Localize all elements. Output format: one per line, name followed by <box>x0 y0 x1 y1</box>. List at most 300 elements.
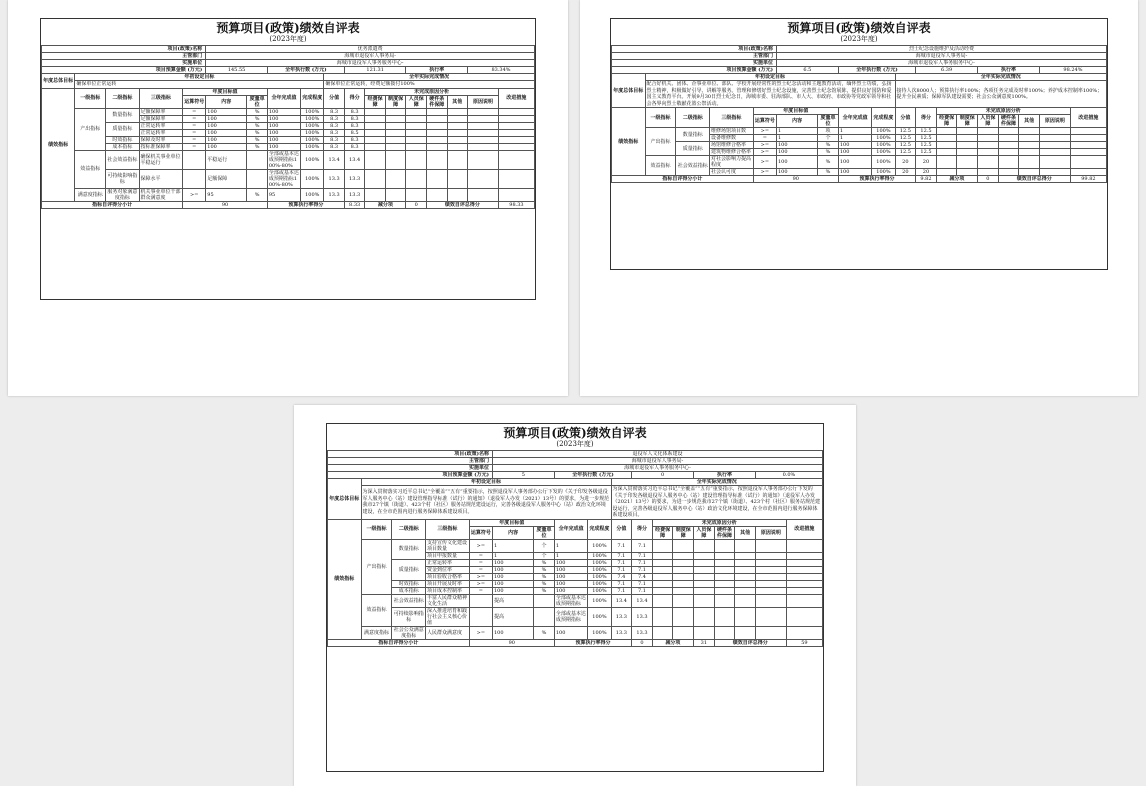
cell: 全年实际完成情况 <box>895 74 1106 81</box>
cell <box>735 573 756 580</box>
cell: % <box>247 129 268 136</box>
cell <box>406 122 427 129</box>
cell <box>406 115 427 122</box>
cell <box>385 108 406 115</box>
cell: 100% <box>588 573 611 580</box>
cell <box>385 143 406 150</box>
cell: 质量指标 <box>106 122 139 136</box>
cell: 6.5 <box>776 67 838 74</box>
cell: 分值 <box>324 88 345 108</box>
cell <box>1019 142 1040 149</box>
cell: >= <box>469 539 492 552</box>
cell: % <box>534 566 555 573</box>
cell: = <box>183 122 206 129</box>
cell: 100 <box>267 136 300 143</box>
cell <box>694 594 715 607</box>
cell <box>735 626 756 639</box>
cell: 产出指标 <box>75 108 106 150</box>
cell: 1 <box>838 128 872 135</box>
evaluation-table <box>327 450 823 647</box>
cell <box>978 135 999 142</box>
cell: 12.5 <box>895 135 916 142</box>
cell <box>247 150 268 169</box>
cell <box>673 573 694 580</box>
cell <box>936 135 957 142</box>
cell: 指标自评得分小计 <box>612 176 754 183</box>
cell: 20 <box>916 169 937 176</box>
cell: = <box>183 143 206 150</box>
cell: 100% <box>588 626 611 639</box>
cell: % <box>534 626 555 639</box>
cell: 社会效益指标 <box>676 156 710 176</box>
cell: 丰富人民群众精神文化生活 <box>425 594 469 607</box>
table-row <box>328 607 823 626</box>
cell: 100% <box>872 142 895 149</box>
table-row <box>612 156 1107 169</box>
cell: 可持续影响指标 <box>392 607 426 626</box>
cell: 数量指标 <box>392 539 426 559</box>
cell: 内容 <box>206 95 247 108</box>
cell <box>755 566 786 573</box>
cell: 改进措施 <box>498 88 534 108</box>
cell: 海城市退役军人事务服务中心- <box>776 60 1106 67</box>
cell: 全部或基本达成预期指标100%-80% <box>268 150 299 169</box>
cell: = <box>183 129 206 136</box>
cell: 7.1 <box>611 559 632 566</box>
cell <box>406 136 427 143</box>
cell: 产出指标 <box>361 539 392 594</box>
cell: 100 <box>267 122 300 129</box>
cell <box>786 580 822 587</box>
cell: 8.33 <box>344 201 365 208</box>
table-row <box>328 626 823 639</box>
cell: 6.39 <box>916 67 978 74</box>
cell: % <box>534 580 555 587</box>
cell <box>694 587 715 594</box>
cell: 社会效益指标 <box>392 594 426 607</box>
cell <box>998 149 1019 156</box>
cell: 年初设定目标 <box>645 74 895 81</box>
cell: 改进措施 <box>1070 108 1106 128</box>
cell: 维修场馆项目数 <box>709 128 753 135</box>
cell: 5 <box>492 472 554 479</box>
table-row <box>328 539 823 552</box>
cell: 效益指标 <box>75 150 106 188</box>
cell <box>786 573 822 580</box>
cell: 硬件条件保障 <box>714 526 735 539</box>
cell: 100% <box>588 552 611 559</box>
cell: 原因说明 <box>468 95 499 108</box>
cell: 全年执行数 (万元) <box>554 472 631 479</box>
table-row <box>612 128 1107 135</box>
table-row <box>42 169 535 188</box>
cell <box>673 626 694 639</box>
cell: 项目(政策)名称 <box>612 46 777 53</box>
cell <box>385 129 406 136</box>
cell <box>998 156 1019 169</box>
document-page-1 <box>8 0 568 396</box>
cell: 0 <box>978 176 999 183</box>
cell: 得分 <box>632 519 653 539</box>
cell: 59 <box>786 639 822 646</box>
cell: 8.3 <box>324 129 345 136</box>
form-year: (2023年度) <box>840 35 878 43</box>
cell <box>426 108 447 115</box>
cell: 度量单位 <box>534 526 555 539</box>
cell <box>385 115 406 122</box>
cell: 100% <box>588 559 611 566</box>
cell: 二级指标 <box>676 108 710 128</box>
cell: 一级指标 <box>75 88 106 108</box>
cell: >= <box>469 580 492 587</box>
cell <box>447 169 468 188</box>
cell: 20 <box>916 156 937 169</box>
table-row <box>42 143 535 150</box>
cell: 质量指标 <box>392 559 426 580</box>
cell: 100% <box>301 150 324 169</box>
cell: 1 <box>492 552 533 559</box>
cell <box>365 188 386 201</box>
cell: 项目(政策)名称 <box>42 46 206 53</box>
cell <box>406 169 427 188</box>
cell <box>714 573 735 580</box>
cell: 100 <box>838 169 872 176</box>
table-row <box>42 108 535 115</box>
cell <box>735 552 756 559</box>
cell <box>469 607 492 626</box>
cell: 实施单位 <box>42 60 206 67</box>
cell: 提高 <box>492 594 533 607</box>
cell <box>247 169 268 188</box>
cell: 设备维修数 <box>709 135 753 142</box>
document-page-3 <box>294 405 856 786</box>
cell: 全部或基本达成预期指标100%-80% <box>268 169 299 188</box>
cell: 8.3 <box>324 115 345 122</box>
cell <box>406 150 427 169</box>
cell <box>426 115 447 122</box>
cell: 完成程度 <box>301 88 324 108</box>
cell: 100% <box>872 149 895 156</box>
cell: 100% <box>588 607 611 626</box>
cell: 95 <box>267 188 300 201</box>
cell <box>673 594 694 607</box>
cell <box>365 108 386 115</box>
cell <box>978 169 999 176</box>
cell <box>694 566 715 573</box>
cell <box>447 143 468 150</box>
cell <box>1070 135 1106 142</box>
evaluation-table <box>611 45 1107 183</box>
cell: 度量单位 <box>247 95 268 108</box>
cell: 7.1 <box>611 580 632 587</box>
cell: 100% <box>301 169 324 188</box>
cell <box>957 142 978 149</box>
cell: 主管部门 <box>612 53 777 60</box>
cell: 100 <box>267 108 300 115</box>
cell <box>714 566 735 573</box>
cell: 7.1 <box>611 539 632 552</box>
cell: 100 <box>838 156 872 169</box>
cell: 100 <box>267 143 300 150</box>
cell: 100 <box>206 129 247 136</box>
cell <box>1019 156 1040 169</box>
cell <box>468 115 499 122</box>
cell <box>385 169 406 188</box>
cell <box>534 594 555 607</box>
cell: 100% <box>872 169 895 176</box>
cell <box>735 539 756 552</box>
cell <box>498 115 534 122</box>
cell: 项目成本控制率 <box>425 587 469 594</box>
cell: 100 <box>554 573 588 580</box>
cell: 100 <box>206 108 247 115</box>
cell: 100 <box>492 573 533 580</box>
cell: 100 <box>267 115 300 122</box>
cell <box>936 149 957 156</box>
cell <box>498 122 534 129</box>
cell: 执行率 <box>694 472 756 479</box>
cell <box>468 136 499 143</box>
cell <box>957 169 978 176</box>
cell: 绩效指标 <box>328 519 362 639</box>
cell <box>468 108 499 115</box>
cell: 100 <box>492 559 533 566</box>
cell: 预算执行率得分 <box>267 201 344 208</box>
cell: 145.55 <box>206 67 268 74</box>
cell: 完成程度 <box>872 108 895 128</box>
cell: 服务对象满意度指标 <box>107 188 138 201</box>
cell <box>652 559 673 566</box>
cell: 项目验收合格率 <box>425 573 469 580</box>
cell: % <box>247 188 268 201</box>
cell: 海城市退役军人事务局- <box>776 53 1106 60</box>
cell: 内容 <box>492 526 533 539</box>
cell <box>978 142 999 149</box>
table-row <box>612 142 1107 149</box>
cell: 执行率 <box>978 67 1040 74</box>
cell: 社会认可度 <box>709 169 753 176</box>
cell <box>694 573 715 580</box>
cell: 7.1 <box>632 587 653 594</box>
cell: 经费保障 <box>936 115 957 128</box>
cell: 得分 <box>916 108 937 128</box>
cell <box>426 143 447 150</box>
cell: 全年执行数 (万元) <box>267 67 344 74</box>
cell <box>957 156 978 169</box>
cell: 100% <box>588 539 611 552</box>
cell: 未完成原因分析 <box>936 108 1070 115</box>
cell <box>673 607 694 626</box>
cell <box>1070 142 1106 149</box>
cell: 质量指标 <box>676 142 710 156</box>
cell: 足额保障率 <box>139 108 183 115</box>
cell <box>735 607 756 626</box>
table-row <box>328 594 823 607</box>
cell: 100 <box>776 169 817 176</box>
cell: 对社会影响力提高程度 <box>709 156 753 169</box>
cell <box>755 607 786 626</box>
cell: 90 <box>753 176 838 183</box>
cell <box>755 587 786 594</box>
cell <box>998 142 1019 149</box>
initial-goal-text: 为深入贯彻落实习近平总书记“全覆盖”“五有”重要指示，按照退役军人事务部办公厅下发的《关于印发各级退役军人服务中心（站）建设管理指导标准（试行）的通知》（退役军人办发（2021）13号）的要求，为进一步规范我市27个镇（街道）、423个村（社区）服务站规范建设运行，完善各级退役军人服务中心（站）政治文化环境建设，在全市范围内进行服务保障体系建设项目。 <box>361 486 611 520</box>
cell <box>786 552 822 559</box>
cell <box>735 580 756 587</box>
cell: 1 <box>838 135 872 142</box>
cell: 绩效自评总得分 <box>714 639 786 646</box>
cell <box>786 626 822 639</box>
cell: 执行率 <box>406 67 468 74</box>
cell <box>957 128 978 135</box>
cell <box>714 594 735 607</box>
cell: % <box>247 143 268 150</box>
cell: 100% <box>301 188 324 201</box>
cell <box>1070 169 1106 176</box>
cell: 提高 <box>492 607 533 626</box>
cell: 一级指标 <box>645 108 676 128</box>
cell: 改进措施 <box>786 519 822 539</box>
cell: 95 <box>206 188 247 201</box>
cell: 减分项 <box>652 639 693 646</box>
cell: 主管部门 <box>328 458 493 465</box>
cell <box>183 169 206 188</box>
cell <box>426 169 447 188</box>
cell <box>1039 128 1070 135</box>
cell: 经费保障 <box>652 526 673 539</box>
cell <box>755 559 786 566</box>
table-row <box>42 136 535 143</box>
cell <box>652 552 673 559</box>
cell: 1 <box>554 539 588 552</box>
cell <box>534 607 555 626</box>
cell <box>755 573 786 580</box>
cell <box>673 539 694 552</box>
cell <box>365 169 386 188</box>
cell <box>468 150 499 169</box>
cell: 7.1 <box>632 559 653 566</box>
cell: 1 <box>492 539 533 552</box>
cell <box>998 169 1019 176</box>
cell <box>447 188 468 201</box>
cell: 100% <box>301 129 324 136</box>
cell: 8.3 <box>324 143 345 150</box>
cell: 指标自评得分小计 <box>328 639 470 646</box>
cell: 100% <box>301 115 324 122</box>
cell <box>447 136 468 143</box>
cell: % <box>818 156 839 169</box>
cell: 20 <box>895 156 916 169</box>
cell: 预算执行率得分 <box>554 639 631 646</box>
cell: 数量指标 <box>106 108 139 122</box>
cell: 年度总体目标 <box>42 74 75 89</box>
cell: 100 <box>554 566 588 573</box>
cell: % <box>818 169 839 176</box>
cell: 年初设定目标 <box>75 74 324 81</box>
cell: 制度保障 <box>385 95 406 108</box>
cell: 100 <box>838 149 872 156</box>
cell <box>1039 149 1070 156</box>
cell <box>469 594 492 607</box>
cell: 100 <box>776 156 817 169</box>
cell: 社会效益指标 <box>106 150 139 169</box>
cell: 100 <box>206 143 247 150</box>
cell <box>1070 149 1106 156</box>
cell: 7.1 <box>611 587 632 594</box>
cell: 内容 <box>776 115 817 128</box>
cell: 优务派遣费 <box>206 46 535 53</box>
cell: 项目预算金额 (万元) <box>328 472 493 479</box>
cell: 1 <box>776 135 817 142</box>
cell <box>652 573 673 580</box>
cell <box>978 149 999 156</box>
cell <box>714 552 735 559</box>
cell <box>755 626 786 639</box>
cell: = <box>183 115 206 122</box>
cell: 项目预算金额 (万元) <box>42 67 206 74</box>
cell: 时效指标 <box>392 580 426 587</box>
cell: % <box>534 587 555 594</box>
cell: 平稳运行 <box>206 150 247 169</box>
cell: 13.3 <box>344 169 365 188</box>
cell <box>498 143 534 150</box>
cell <box>426 136 447 143</box>
cell <box>755 594 786 607</box>
cell <box>673 566 694 573</box>
cell: 全部或基本达成预期指标 <box>554 607 588 626</box>
cell: % <box>247 108 268 115</box>
cell: 100 <box>492 580 533 587</box>
cell: 100 <box>776 142 817 149</box>
initial-goal-text: 配合好机关、团体、企事业单位、部队、学校开展经常性的烈士纪念活动和主题教育活动，缅怀烈士功绩，弘扬烈士精神，积极做好引导、讲解等服务。管理和修缮好烈士纪念设施，完善烈士纪念馆展陈，提供良好国防和爱国主义教育平台。开展9月30日烈士纪念日，海城市委、驻海部队、市人大、市政府、市政协等党政军领导和社会各界向烈士敬献花篮公祭活动。 <box>645 81 895 108</box>
cell <box>1039 169 1070 176</box>
cell: = <box>183 108 206 115</box>
cell: 海城市退役军人事务局- <box>206 53 535 60</box>
cell: 全年实际完成情况 <box>611 479 822 486</box>
cell: 主管部门 <box>42 53 206 60</box>
cell: 一级指标 <box>361 519 392 539</box>
table-row <box>328 580 823 587</box>
cell: 确保机关事业单位平稳运行 <box>139 150 183 169</box>
cell: 8.3 <box>344 143 365 150</box>
cell: 31 <box>694 639 715 646</box>
cell: 二级指标 <box>106 88 139 108</box>
cell: 7.1 <box>632 566 653 573</box>
cell: 人员保障 <box>694 526 715 539</box>
cell: 硬件条件保障 <box>426 95 447 108</box>
actual-goal-text: 确保单位正常运转，经费足额拨付100% <box>324 81 535 89</box>
cell: 其他 <box>735 526 756 539</box>
cell: 98.24% <box>1039 67 1106 74</box>
cell <box>365 143 386 150</box>
cell <box>694 607 715 626</box>
cell <box>714 607 735 626</box>
cell: 全年完成值 <box>554 519 588 539</box>
cell: 12.5 <box>895 149 916 156</box>
cell: 全年完成值 <box>838 108 872 128</box>
cell: 人员保障 <box>978 115 999 128</box>
table-row <box>328 587 823 594</box>
cell <box>447 129 468 136</box>
cell <box>714 559 735 566</box>
cell: 12.5 <box>895 128 916 135</box>
cell: 13.3 <box>611 607 632 626</box>
cell: 99.82 <box>1070 176 1106 183</box>
cell: 0 <box>406 201 427 208</box>
form-year: (2023年度) <box>556 440 594 448</box>
form-title: 预算项目(政策)绩效自评表 <box>503 426 647 440</box>
cell <box>468 169 499 188</box>
actual-goal-text: 接待人次8000人；预算执行率100%；各项任务完成及时率100%；养护成本控制率100%；提升全民素质；保障军队建设需要；社会公众满意度100%。 <box>895 81 1106 108</box>
